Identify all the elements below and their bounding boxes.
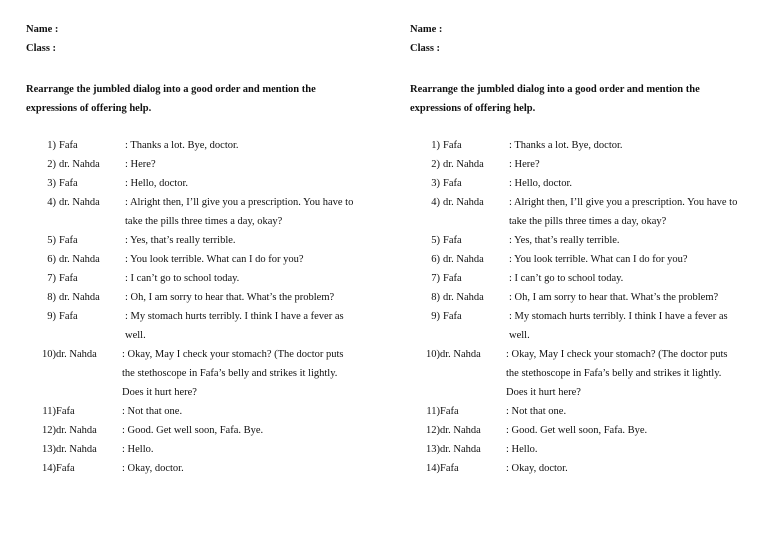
- line-number: 6): [431, 254, 440, 265]
- dialog-text: : Not that one.: [122, 406, 183, 417]
- speaker-name: Fafa: [59, 140, 78, 151]
- line-number: 12): [42, 425, 56, 436]
- dialog-text: : Oh, I am sorry to hear that. What’s the problem?: [509, 292, 719, 303]
- dialog-text: : Good. Get well soon, Fafa. Bye.: [122, 425, 264, 436]
- speaker-name: dr. Nahda: [56, 425, 97, 436]
- line-number: 4): [431, 197, 440, 208]
- dialog-text: : Good. Get well soon, Fafa. Bye.: [506, 425, 648, 436]
- speaker-name: dr. Nahda: [440, 444, 481, 455]
- dialog-text: : You look terrible. What can I do for you?: [125, 254, 304, 265]
- speaker-name: Fafa: [443, 178, 462, 189]
- dialog-line: [26, 231, 366, 250]
- name-label: Name :: [410, 24, 443, 35]
- speaker-name: Fafa: [56, 406, 75, 417]
- dialog-line: [410, 136, 750, 155]
- speaker-name: dr. Nahda: [59, 254, 100, 265]
- line-number: 13): [426, 444, 440, 455]
- speaker-name: Fafa: [443, 235, 462, 246]
- dialog-text: : Thanks a lot. Bye, doctor.: [125, 140, 239, 151]
- speaker-name: dr. Nahda: [443, 254, 484, 265]
- dialog-line: [26, 174, 366, 193]
- dialog-line: [410, 402, 750, 421]
- dialog-line: [26, 193, 366, 231]
- line-number: 2): [431, 159, 440, 170]
- dialog-line: [26, 269, 366, 288]
- dialog-line: [410, 231, 750, 250]
- dialog-line: [410, 269, 750, 288]
- dialog-line: [26, 307, 366, 345]
- line-number: 13): [42, 444, 56, 455]
- speaker-name: Fafa: [443, 140, 462, 151]
- dialog-text: : Not that one.: [506, 406, 567, 417]
- speaker-name: Fafa: [56, 463, 75, 474]
- dialog-line: [410, 155, 750, 174]
- worksheet-left: [26, 0, 386, 543]
- dialog-line: [410, 421, 750, 440]
- dialog-line: [26, 136, 366, 155]
- dialog-text: : I can’t go to school today.: [125, 273, 240, 284]
- dialog-text: : Oh, I am sorry to hear that. What’s the problem?: [125, 292, 335, 303]
- dialog-line: [26, 345, 366, 402]
- line-number: 1): [431, 140, 440, 151]
- dialog-text: : Here?: [509, 159, 540, 170]
- line-number: 8): [47, 292, 56, 303]
- dialog-text: : My stomach hurts terribly. I think I have a fever as well.: [125, 311, 344, 341]
- line-number: 10): [42, 349, 56, 360]
- line-number: 9): [47, 311, 56, 322]
- speaker-name: Fafa: [440, 406, 459, 417]
- worksheet-right: [410, 0, 768, 543]
- dialog-text: : Yes, that’s really terrible.: [125, 235, 236, 246]
- speaker-name: dr. Nahda: [56, 444, 97, 455]
- dialog-text: : Yes, that’s really terrible.: [509, 235, 620, 246]
- dialog-list: [410, 136, 750, 478]
- dialog-line: [26, 459, 366, 478]
- dialog-line: [410, 193, 750, 231]
- line-number: 5): [431, 235, 440, 246]
- dialog-line: [26, 402, 366, 421]
- dialog-list: [26, 136, 366, 478]
- dialog-line: [26, 288, 366, 307]
- dialog-text: : Here?: [125, 159, 156, 170]
- speaker-name: dr. Nahda: [443, 292, 484, 303]
- line-number: 14): [42, 463, 56, 474]
- speaker-name: dr. Nahda: [443, 159, 484, 170]
- dialog-line: [26, 440, 366, 459]
- speaker-name: Fafa: [59, 311, 78, 322]
- line-number: 1): [47, 140, 56, 151]
- speaker-name: Fafa: [443, 311, 462, 322]
- dialog-text: : My stomach hurts terribly. I think I have a fever as well.: [509, 311, 728, 341]
- line-number: 11): [426, 406, 440, 417]
- line-number: 7): [47, 273, 56, 284]
- speaker-name: dr. Nahda: [59, 197, 100, 208]
- dialog-text: : Okay, doctor.: [122, 463, 184, 474]
- line-number: 7): [431, 273, 440, 284]
- speaker-name: dr. Nahda: [440, 425, 481, 436]
- speaker-name: dr. Nahda: [56, 349, 97, 360]
- dialog-line: [26, 421, 366, 440]
- line-number: 2): [47, 159, 56, 170]
- line-number: 5): [47, 235, 56, 246]
- dialog-text: : Hello, doctor.: [125, 178, 188, 189]
- dialog-text: : Okay, May I check your stomach? (The doctor puts the stethoscope in Fafa’s belly and strikes it lightly. Does it hurt here?: [506, 349, 728, 398]
- dialog-text: : Okay, doctor.: [506, 463, 568, 474]
- dialog-line: [410, 459, 750, 478]
- line-number: 3): [431, 178, 440, 189]
- instruction-text: Rearrange the jumbled dialog into a good order and mention the expressions of offering help.: [26, 84, 316, 114]
- dialog-text: : Alright then, I’ll give you a prescription. You have to take the pills three times a day, okay?: [125, 197, 354, 227]
- name-label: Name :: [26, 24, 59, 35]
- speaker-name: dr. Nahda: [440, 349, 481, 360]
- speaker-name: Fafa: [59, 235, 78, 246]
- speaker-name: dr. Nahda: [443, 197, 484, 208]
- line-number: 4): [47, 197, 56, 208]
- dialog-text: : Thanks a lot. Bye, doctor.: [509, 140, 623, 151]
- speaker-name: dr. Nahda: [59, 159, 100, 170]
- dialog-text: : Hello.: [122, 444, 154, 455]
- line-number: 10): [426, 349, 440, 360]
- dialog-line: [410, 440, 750, 459]
- dialog-line: [410, 307, 750, 345]
- line-number: 12): [426, 425, 440, 436]
- speaker-name: Fafa: [443, 273, 462, 284]
- dialog-line: [410, 288, 750, 307]
- instruction-text: Rearrange the jumbled dialog into a good order and mention the expressions of offering help.: [410, 84, 700, 114]
- speaker-name: Fafa: [59, 273, 78, 284]
- dialog-text: : Alright then, I’ll give you a prescription. You have to take the pills three times a day, okay?: [509, 197, 738, 227]
- line-number: 6): [47, 254, 56, 265]
- dialog-text: : I can’t go to school today.: [509, 273, 624, 284]
- line-number: 14): [426, 463, 440, 474]
- line-number: 8): [431, 292, 440, 303]
- line-number: 9): [431, 311, 440, 322]
- class-label: Class :: [26, 43, 57, 54]
- dialog-text: : You look terrible. What can I do for you?: [509, 254, 688, 265]
- dialog-text: : Hello, doctor.: [509, 178, 572, 189]
- dialog-text: : Okay, May I check your stomach? (The doctor puts the stethoscope in Fafa’s belly and strikes it lightly. Does it hurt here?: [122, 349, 344, 398]
- line-number: 11): [42, 406, 56, 417]
- dialog-line: [26, 250, 366, 269]
- dialog-line: [410, 345, 750, 402]
- dialog-text: : Hello.: [506, 444, 538, 455]
- dialog-line: [410, 250, 750, 269]
- speaker-name: Fafa: [59, 178, 78, 189]
- dialog-line: [26, 155, 366, 174]
- line-number: 3): [47, 178, 56, 189]
- class-label: Class :: [410, 43, 441, 54]
- dialog-line: [410, 174, 750, 193]
- speaker-name: dr. Nahda: [59, 292, 100, 303]
- speaker-name: Fafa: [440, 463, 459, 474]
